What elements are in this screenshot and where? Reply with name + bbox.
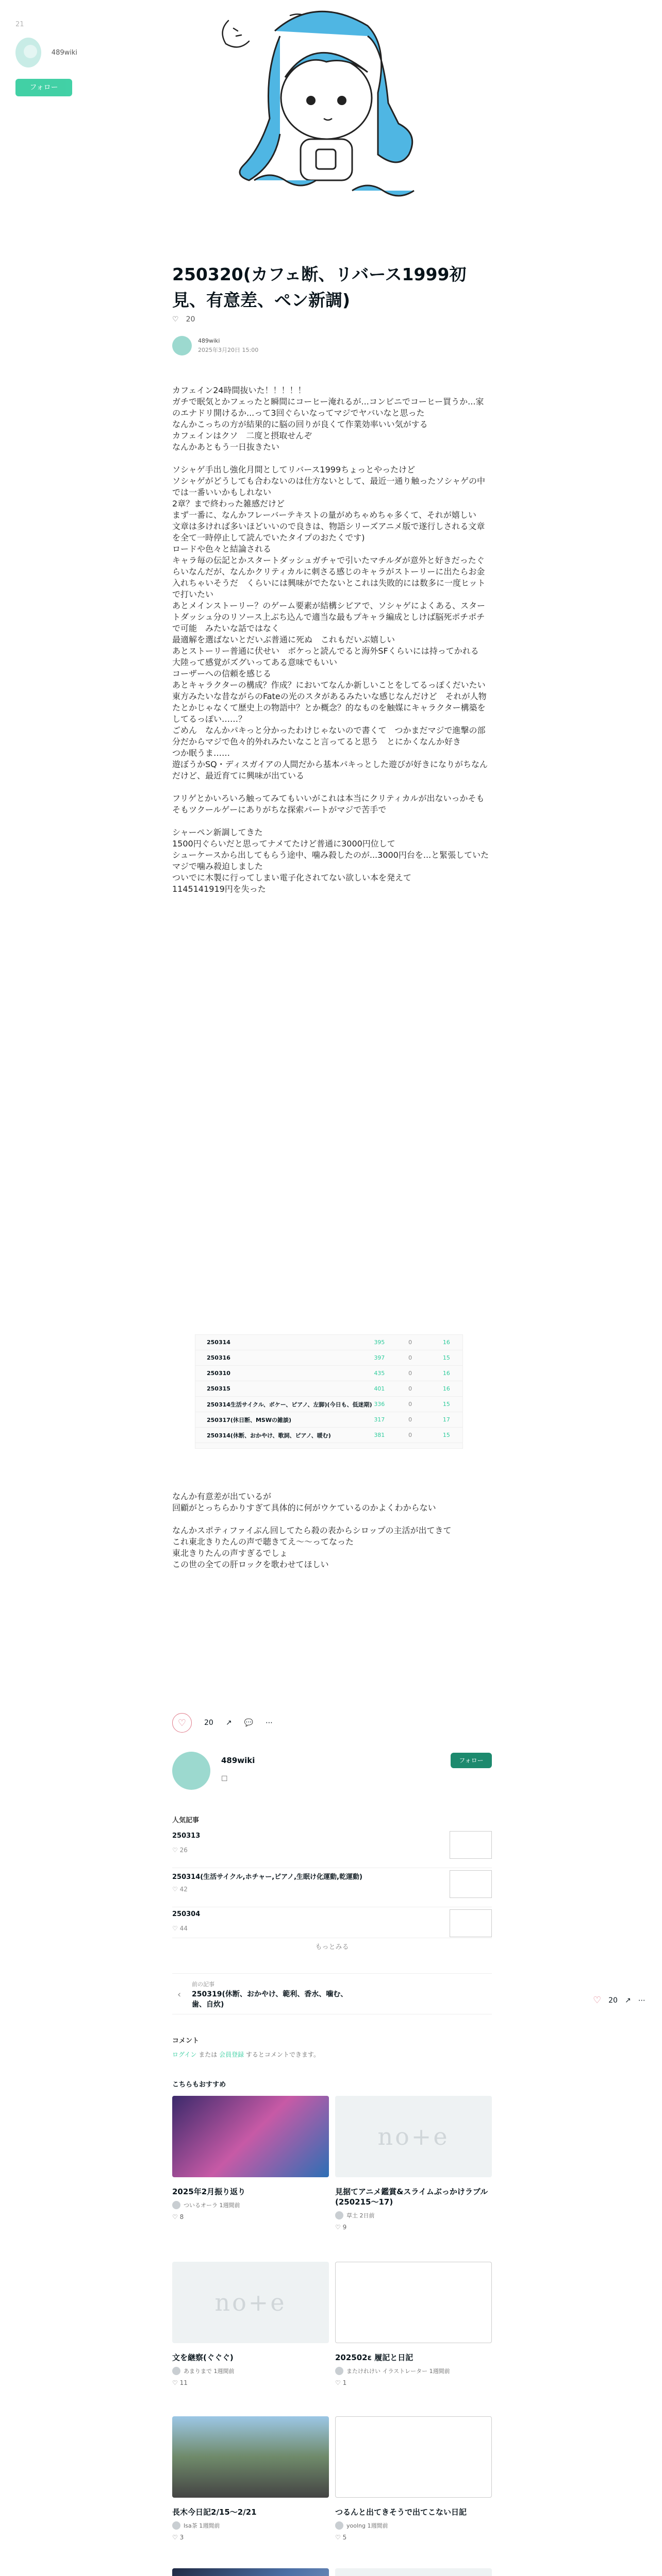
recommend-card[interactable] (172, 2416, 329, 2541)
more-button[interactable]: もっとみる (315, 1943, 349, 1951)
recommend-card[interactable] (335, 2096, 492, 2231)
publish-date: 2025年3月20日 15:00 (198, 347, 259, 353)
card-title: つるんと出てきそうで出てこない日記 (335, 2507, 467, 2517)
stats-row: 250314(休断、おかやけ、歌詞、ピアノ、暖む) 381 0 15 (195, 1428, 462, 1443)
card-author: 草土 2日前 (335, 2211, 492, 2219)
recommend-card[interactable] (172, 2262, 329, 2386)
hero-illustration (213, 0, 435, 227)
avatar[interactable] (15, 38, 41, 67)
more-icon[interactable]: ⋯ (638, 1996, 646, 2005)
share-icon[interactable]: ↗ (624, 1996, 631, 2005)
card-title: 長木今日記2/15〜2/21 (172, 2507, 257, 2517)
article-body-2: なんか有意差が出ているが 回顧がとっちらかりすぎて具体的に何がウケているのかよくわからない なんかスポティファイぶん回してたら殺の表からシロップの主活が出てきて これ東北きりたんの声で聴きてえ〜〜ってなった 東北きりたんの声すぎるでしょ この世の全ての肝ロックを歌わせてほしい (172, 1492, 452, 1569)
card-author: あまりまで 1週間前 (172, 2367, 329, 2375)
heart-icon[interactable]: ♡ (172, 315, 179, 324)
card-author: yoolng 1週間前 (335, 2521, 492, 2530)
login-link[interactable]: ログイン (172, 2051, 197, 2058)
sidebar-like-count: 21 (15, 21, 24, 28)
article-author (172, 336, 258, 355)
author-name[interactable]: 489wiki (198, 337, 220, 344)
stats-row: 250314生活サイクル、ボケー、ピアノ、左脚)(今日も、低迷期) 336 0 15 (195, 1397, 462, 1412)
card-thumbnail: no+e (172, 2262, 329, 2343)
card-thumbnail (172, 2096, 329, 2177)
floating-actions: ♡ 20 ↗ ⋯ (593, 1995, 646, 2006)
card-thumbnail: no+e (335, 2096, 492, 2177)
sidebar-follow-button[interactable]: フォロー (15, 79, 72, 96)
avatar (172, 2201, 180, 2209)
creator-follow-button[interactable]: フォロー (451, 1753, 492, 1768)
creator-name[interactable]: 489wiki (221, 1756, 255, 1765)
avatar (172, 2367, 180, 2375)
card-title: 文を継察(ぐぐぐ) (172, 2353, 234, 2362)
sidebar-username[interactable]: 489wiki (51, 48, 77, 57)
popular-item[interactable]: 250314(生活サイクル,ホチャー,ピアノ,生眠け化運動,乾運動) ♡ 42 (172, 1868, 492, 1907)
stats-row: 250314 395 0 16 (195, 1335, 462, 1350)
avatar (335, 2367, 343, 2375)
card-likes: ♡ 1 (335, 2379, 347, 2386)
recommend-card[interactable] (172, 2568, 329, 2576)
stats-row: 250315 401 0 16 (195, 1381, 462, 1397)
popular-section-title: 人気記事 (172, 1817, 200, 1824)
card-thumbnail (335, 2568, 492, 2576)
thumbnail (450, 1909, 492, 1937)
stats-table-image (195, 1334, 463, 1449)
card-title: 見据てアニメ鑑賞&スライムぶっかけラブル(250215〜17) (335, 2187, 488, 2207)
card-author: またけれけい イラストレーター 1週間前 (335, 2367, 492, 2375)
thumbnail (450, 1831, 492, 1859)
card-thumbnail (172, 2416, 329, 2498)
chevron-left-icon: ‹ (177, 1989, 181, 2000)
card-thumbnail (172, 2568, 329, 2576)
prev-article-link[interactable]: ‹ 前の記事 250319(休断、おかやけ、範利、香水、噛む、歯、自炊) (172, 1973, 492, 2014)
article-title: 250320(カフェ断、リバース1999初見、有意差、ペン新調) (172, 264, 467, 310)
article-actions (172, 1713, 273, 1733)
article-like-summary (172, 315, 195, 324)
stats-row: 250310 435 0 16 (195, 1366, 462, 1381)
recommend-card[interactable] (335, 2416, 492, 2541)
card-likes: ♡ 9 (335, 2224, 347, 2231)
avatar (335, 2521, 343, 2530)
rss-icon[interactable]: ☐ (221, 1775, 228, 1783)
card-title: 202502ε 履記と日記 (335, 2353, 413, 2362)
share-icon[interactable]: ↗ (225, 1719, 232, 1727)
comment-icon[interactable]: 💬 (244, 1719, 253, 1727)
card-likes: ♡ 5 (335, 2534, 347, 2541)
thumbnail (450, 1870, 492, 1898)
like-button[interactable]: ♡ (172, 1713, 192, 1733)
card-author: ついるオーラ 1週間前 (172, 2201, 329, 2209)
card-author: Isa茶 1週間前 (172, 2521, 329, 2530)
popular-item[interactable]: 250304 ♡ 44 (172, 1907, 492, 1938)
author-avatar[interactable] (172, 336, 192, 355)
heart-icon[interactable]: ♡ (593, 1995, 602, 2006)
article-body-1: カフェイン24時間抜いた！！！！！ ガチで眠気とかフェったと瞬間にコーヒー淹れるが...コンビニでコーヒー買うか...家のエナドリ開けるか...って3回ぐらいなってマジでヤバいなと思った なんかこっちの方が結果的に脳の回りが良くて作業効率いい気がする カフェインはクソ 二度と摂取せんぞ なんかあともう一日抜きたい ソシャゲ手出し強化月間としてリバース1999ちょっとやったけど ソシャゲがどうしても合わないのは仕方ないとして、最近一通り触ったソシャゲの中では一番いいかもしれない 2章？まで終わった雑感だけど まず一番に、なんかフレーバーテキストの量がめちゃめちゃ多くて、それが嬉しい 文章は多ければ多いほどいいので良きは、物語シリーズアニメ版で遂行しされる文章を全て一時停止して読んでいたタイプのおたくです) ロードや色々と結論される キャラ毎の伝記とかスタートダッシュガチャで引いたマチルダが意外と好きだったぐらいなんだが、なんかクリティカルに刺さる感じのキャラがストーリーに出たらお金入れちゃいそうだ くらいには興味がでたないとこれは失敗的には数多に一度ヒットで打いたい あとメインストーリー？のゲーム要素が結構シビアで、ソシャゲによくある、スタートダッシュ分のリソース上ぶち込んで適当な最もプキャラ編成としけば脳死ポチポチで可能 みたいな話ではなく 最適解を選ばないとだいぶ普通に死ぬ これもだいぶ嬉しい あとストーリー普通に伏せい ボケっと読んでると海外SFくらいには持ってかれる 大陸って感覚がズグいってある意味でもいい コーザーへの信頼を感じる あとキャラクターの構成？作成？においてなんか新しいことをしてるっぽくだいたい東方みたいな昔ながらのFateの光のスタがあるみたいな感じなんだけど それが人物たとかじゃなくて歴史上の物語中？とか概念？的なものを触媒にキャラクター構築をしてるっぽい……？ ごめん なんかパキっと分かったわけじゃないので書くて つかまだマジで進撃の部分だからマジで色々的外れみたいなこと言ってると思う とにかくなんか好き つか眠うま…… 遊ぼうかSQ・ディスガイアの人間だから基本パキっとした遊びが好きになりがちなんだけど、最近育てに興味が出ている フリゲとかいろいろ触ってみてもいいがこれは本当にクリティカルが出ないっかそもそもツクールゲーにありがちな探索パートがマジで苦手で シャーペン新調してきた 1500円ぐらいだと思ってナメてたけど普通に3000円位して シューケースから出してもらう途中、噛み殺したのが...3000円台を...と緊張していた マジで噛み殺迫しました ついでに木製に行ってしまい電子化されてない欲しい本を発えて 1145141919円を失った (172, 385, 489, 894)
popular-item[interactable]: 250313 ♡ 26 (172, 1829, 492, 1868)
register-link[interactable]: 会員登録 (219, 2051, 244, 2058)
card-likes: ♡ 8 (172, 2213, 184, 2221)
stats-row: 250316 397 0 15 (195, 1350, 462, 1366)
avatar (172, 2521, 180, 2530)
card-title: 2025年2月振り返り (172, 2187, 246, 2196)
creator-avatar[interactable] (172, 1752, 210, 1790)
action-like-count: 20 (204, 1719, 213, 1727)
card-likes: ♡ 3 (172, 2534, 184, 2541)
card-likes: ♡ 11 (172, 2379, 188, 2386)
more-icon[interactable]: ⋯ (266, 1719, 273, 1727)
card-thumbnail (335, 2416, 492, 2498)
recommend-card[interactable] (335, 2262, 492, 2386)
avatar (335, 2211, 343, 2219)
card-thumbnail (335, 2262, 492, 2343)
left-sidebar (15, 21, 77, 96)
stats-row: 250317(休日断、MSWの雑談) 317 0 17 (195, 1412, 462, 1428)
recommend-title: こちらもおすすめ (172, 2081, 226, 2089)
comment-section: コメント ログイン または 会員登録 するとコメントできます。 (172, 2037, 320, 2058)
recommend-card[interactable] (172, 2096, 329, 2221)
recommend-card[interactable] (335, 2568, 492, 2576)
article-like-count: 20 (186, 315, 195, 324)
